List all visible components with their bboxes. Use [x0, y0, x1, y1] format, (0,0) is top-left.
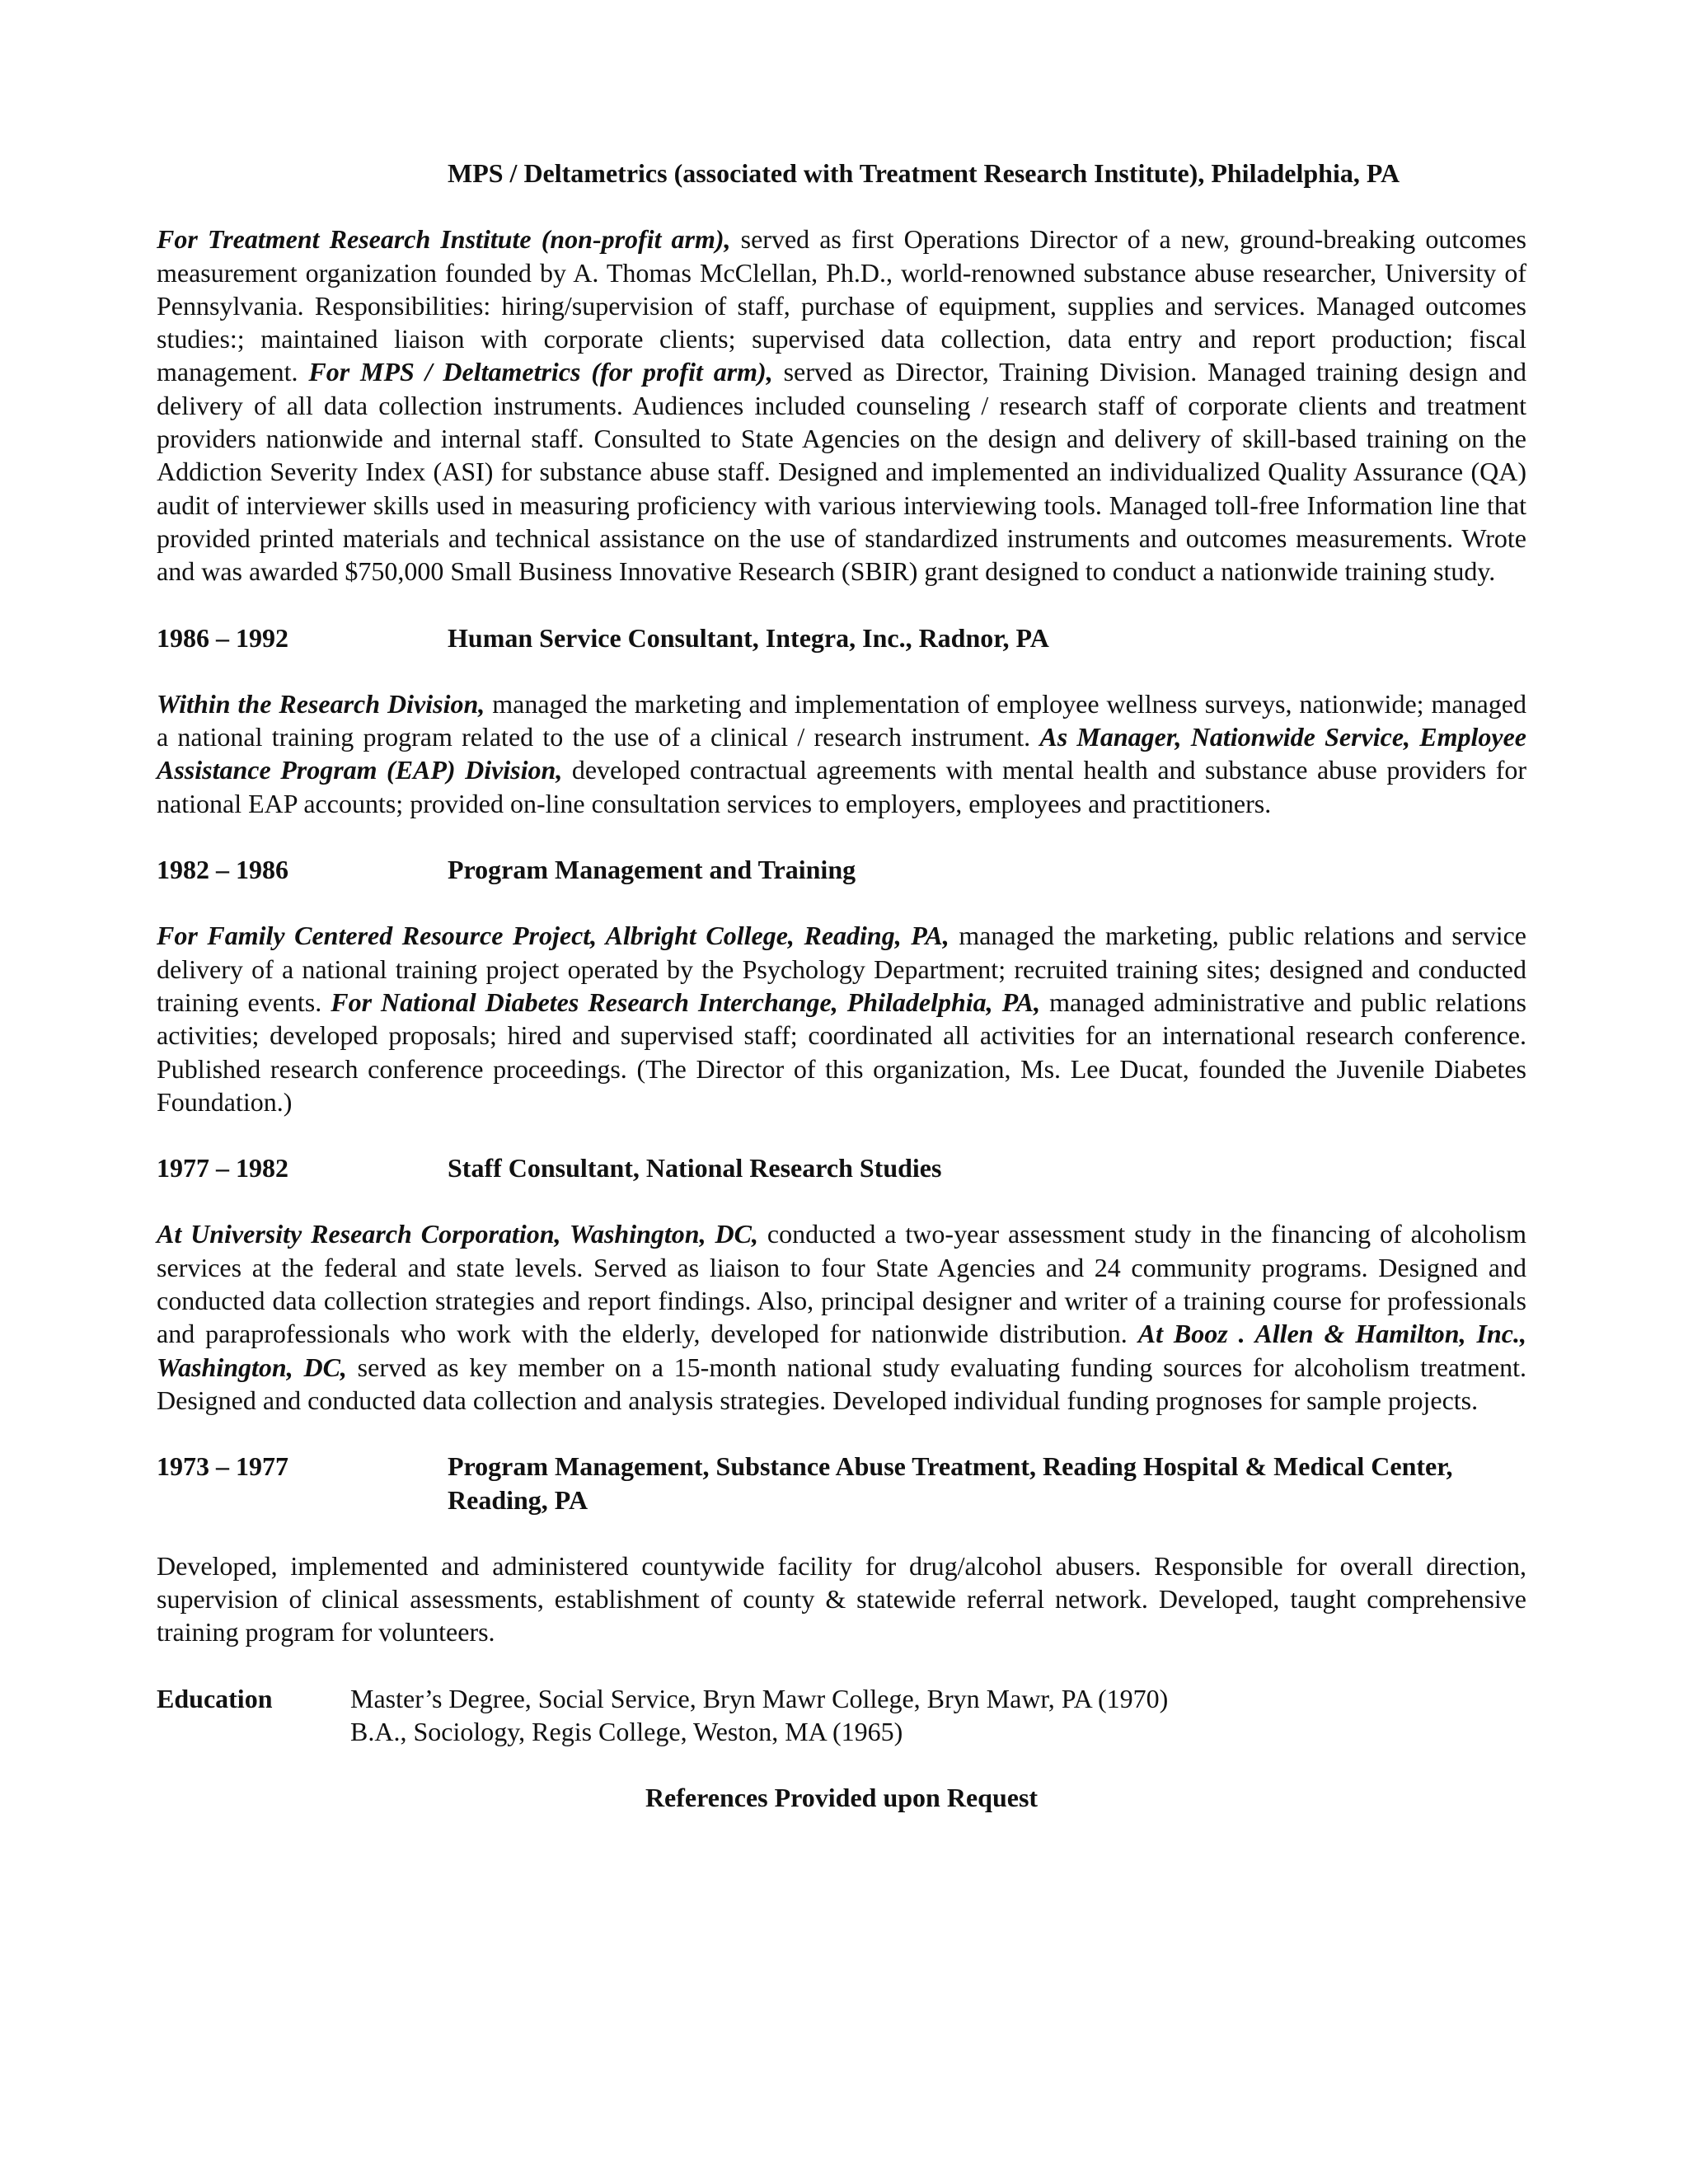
- job-title: Human Service Consultant, Integra, Inc., Radnor, PA: [448, 622, 1049, 653]
- job-lead-emphasis: At University Research Corporation, Washington, DC,: [157, 1219, 758, 1249]
- job-years: 1986 – 1992: [157, 622, 288, 653]
- mps-emphasis-2: For MPS / Deltametrics (for profit arm),: [308, 357, 773, 387]
- education-entries: [350, 1682, 1168, 1749]
- mps-text-2: served as Director, Training Division. Managed training design and delivery of all data collection instruments. Audiences included counseling / research staff of corporate clients and treatment providers nationwide and internal staff. Consulted to State Agencies on the design and delivery of skill-based training on the Addiction Severity Index (ASI) for substance abuse staff. Designed and implemented an individualized Quality Assurance (QA) audit of interviewer skills used in measuring proficiency with various interviewing tools. Managed toll-free Information line that provided printed materials and technical assistance on the use of standardized instruments and outcomes measurements. Wrote and was awarded $750,000 Small Business Innovative Research (SBIR) grant designed to conduct a nationwide training study.: [157, 357, 1527, 587]
- job-heading: [157, 1151, 1526, 1184]
- job-years: 1973 – 1977: [157, 1451, 288, 1482]
- job-lead-emphasis: Within the Research Division,: [157, 688, 485, 719]
- mps-text-1: served as first Operations Director of a new, ground-breaking outcomes measurement organization founded by A. Thomas McClellan, Ph.D., world-renowned substance abuse researcher, University of Pennsylvania. Responsibilities: hiring/supervision of staff, purchase of equipment, supplies and services. Managed outcomes studies:; maintained liaison with corporate clients; supervised data collection, data entry and report production; fiscal management.: [157, 224, 1527, 387]
- job-lead-emphasis: For Family Centered Resource Project, Albright College, Reading, PA,: [157, 921, 950, 951]
- job-title: Staff Consultant, National Research Studies: [448, 1153, 942, 1183]
- resume-content: [157, 157, 1526, 1815]
- references-note: References Provided upon Request: [645, 1783, 1039, 1813]
- job-text-1: conducted a two-year assessment study in the financing of alcoholism services at the federal and state levels. Served as liaison to four State Agencies and 24 community programs. Designed and conducted data collection strategies and report findings. Also, principal designer and writer of a training course for professionals and paraprofessionals who work with the elderly, developed for nationwide distribution.: [157, 1219, 1526, 1349]
- job-description: [157, 919, 1526, 1118]
- job-text-1: managed the marketing, public relations and service delivery of a national training project operated by the Psychology Department; recruited training sites; designed and conducted training events.: [157, 921, 1527, 1017]
- job-description: [157, 687, 1526, 820]
- job-heading: [157, 1450, 1526, 1516]
- job-description: [157, 1217, 1526, 1417]
- education-label: Education: [157, 1683, 273, 1713]
- job-emphasis-2: As Manager, Nationwide Service, Employee Assistance Program (EAP) Division,: [157, 722, 1527, 785]
- mps-lead-emphasis: For Treatment Research Institute (non-profit arm),: [157, 224, 731, 255]
- education-section: [157, 1682, 1526, 1749]
- education-entry: Master’s Degree, Social Service, Bryn Mawr College, Bryn Mawr, PA (1970): [350, 1683, 1169, 1713]
- job-text-2: served as key member on a 15-month national study evaluating funding sources for alcoholism treatment. Designed and conducted data collection and analysis strategies. Developed individual funding prognoses for sample projects.: [157, 1352, 1527, 1415]
- job-heading: [157, 853, 1526, 886]
- job-heading: [157, 621, 1526, 654]
- job-description: [157, 1549, 1526, 1649]
- job-emphasis-2: At Booz . Allen & Hamilton, Inc., Washington, DC,: [157, 1319, 1527, 1382]
- job-text-2: developed contractual agreements with mental health and substance abuse providers for national EAP accounts; provided on-line consultation services to employers, employees and practitioners.: [157, 755, 1527, 818]
- job-title: Program Management and Training: [448, 855, 856, 885]
- job-text-1: managed the marketing and implementation of employee wellness surveys, nationwide; managed a national training program related to the use of a clinical / research instrument.: [157, 688, 1527, 752]
- job-text-1: Developed, implemented and administered countywide facility for drug/alcohol abusers. Responsible for overall direction, supervision of clinical assessments, establishment of county & statewide referral network. Developed, taught comprehensive training program for volunteers.: [157, 1550, 1526, 1647]
- mps-description: [157, 223, 1526, 588]
- job-text-2: managed administrative and public relations activities; developed proposals; hired and supervised staff; coordinated all activities for an international research conference. Published research conference proceedings. (The Director of this organization, Ms. Lee Ducat, founded the Juvenile Diabetes Foundation.): [157, 987, 1527, 1117]
- education-entry: B.A., Sociology, Regis College, Weston, MA (1965): [350, 1716, 903, 1746]
- job-years: 1982 – 1986: [157, 855, 288, 885]
- job-years: 1977 – 1982: [157, 1153, 288, 1183]
- employer-heading: MPS / Deltametrics (associated with Treatment Research Institute), Philadelphia, PA: [448, 158, 1400, 188]
- job-emphasis-2: For National Diabetes Research Interchange, Philadelphia, PA,: [331, 987, 1041, 1017]
- job-title: Program Management, Substance Abuse Treatment, Reading Hospital & Medical Center, Reading, PA: [448, 1451, 1453, 1515]
